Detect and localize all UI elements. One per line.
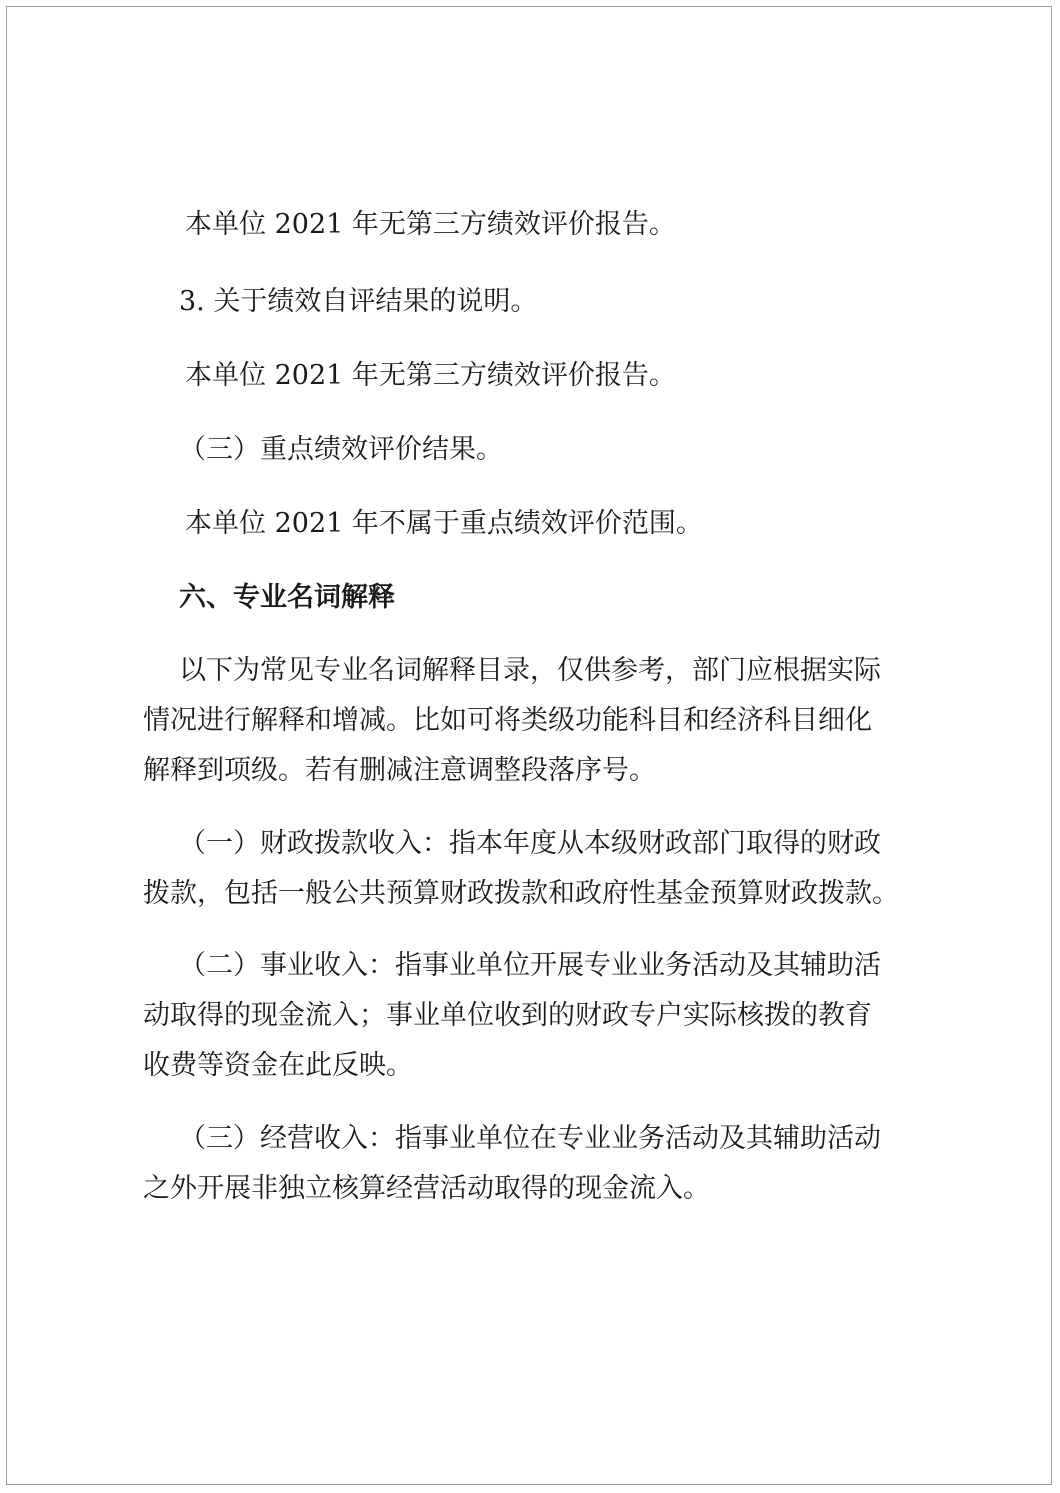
subheading-key-evaluation-results: （三）重点绩效评价结果。	[179, 434, 503, 465]
term-fiscal-appropriation-line-2: 拨款，包括一般公共预算财政拨款和政府性基金预算财政拨款。	[143, 878, 899, 909]
term-operating-income-line-1: （三）经营收入：指事业单位在专业业务活动及其辅助活动	[179, 1123, 881, 1154]
subheading-self-evaluation-results: 3. 关于绩效自评结果的说明。	[179, 286, 538, 317]
term-business-income-line-3: 收费等资金在此反映。	[143, 1050, 413, 1081]
glossary-intro-line-3: 解释到项级。若有删减注意调整段落序号。	[143, 755, 656, 786]
term-operating-income-line-2: 之外开展非独立核算经营活动取得的现金流入。	[143, 1173, 710, 1204]
section-heading-glossary: 六、专业名词解释	[179, 582, 395, 613]
term-fiscal-appropriation-line-1: （一）财政拨款收入：指本年度从本级财政部门取得的财政	[179, 828, 881, 859]
paragraph-not-key-evaluation: 本单位 2021 年不属于重点绩效评价范围。	[185, 508, 703, 539]
term-business-income-line-1: （二）事业收入：指事业单位开展专业业务活动及其辅助活	[179, 950, 881, 981]
glossary-intro-line-1: 以下为常见专业名词解释目录，仅供参考，部门应根据实际	[179, 655, 881, 686]
document-page	[6, 6, 1052, 1485]
glossary-intro-line-2: 情况进行解释和增减。比如可将类级功能科目和经济科目细化	[143, 705, 872, 736]
paragraph-no-third-party-report: 本单位 2021 年无第三方绩效评价报告。	[185, 209, 676, 240]
term-business-income-line-2: 动取得的现金流入；事业单位收到的财政专户实际核拨的教育	[143, 1000, 872, 1031]
paragraph-no-third-party-report-2: 本单位 2021 年无第三方绩效评价报告。	[185, 360, 676, 391]
